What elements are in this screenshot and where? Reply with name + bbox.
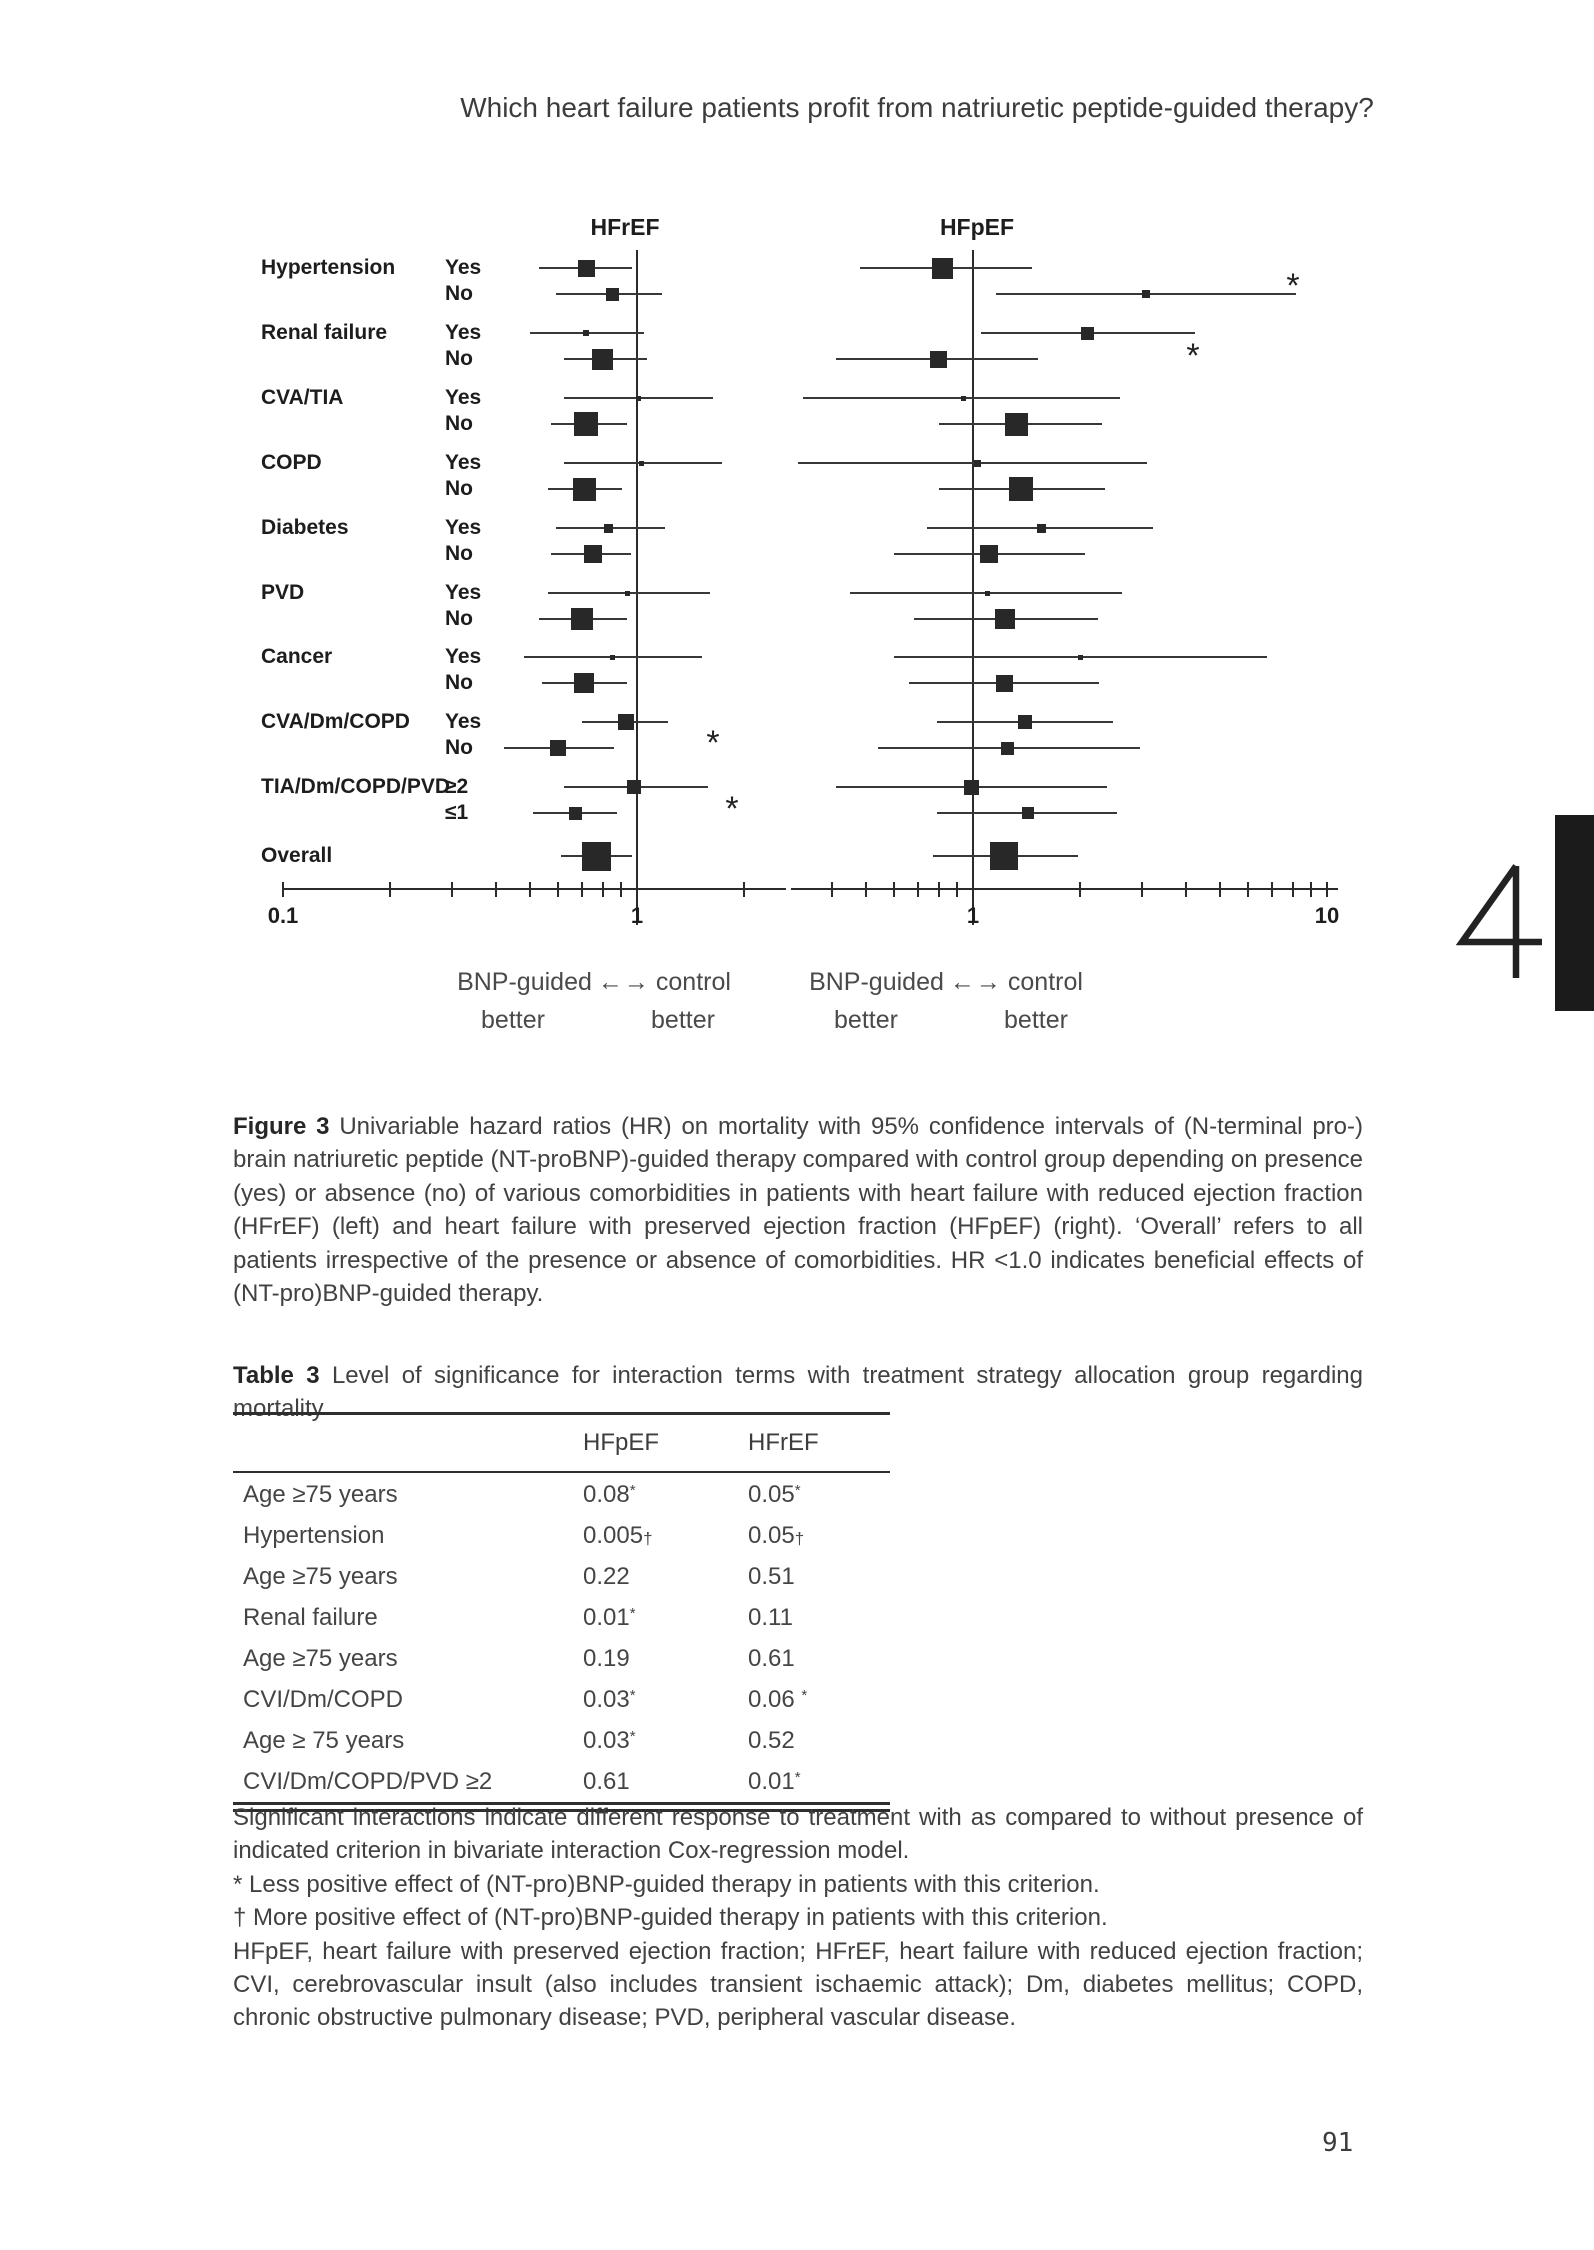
- significance-star: *: [1186, 337, 1200, 375]
- table-header-row: [233, 1412, 890, 1473]
- hr-marker: [996, 675, 1013, 692]
- table-cell-hfref: 0.52: [748, 1727, 795, 1754]
- left-right-arrows-icon: ←→: [597, 968, 650, 996]
- table-cell-hfpef: 0.22: [583, 1563, 630, 1590]
- hr-marker: [574, 673, 594, 693]
- row-label-cva-dm-copd: CVA/Dm/COPD: [261, 710, 410, 733]
- row-label-renal-failure: Renal failure: [261, 321, 388, 344]
- table-cell-hfref: 0.06 *: [748, 1686, 808, 1713]
- row-sublabel: ≤1: [445, 801, 469, 824]
- hr-marker: [1142, 290, 1150, 298]
- legend-bnp-guided: BNP-guided: [809, 968, 944, 996]
- row-sublabel: Yes: [445, 451, 482, 474]
- axis-tick: [1271, 882, 1273, 897]
- axis-tick: [972, 882, 974, 897]
- hr-marker: [625, 591, 630, 596]
- row-label-overall: Overall: [261, 844, 333, 867]
- table-title-text: Level of significance for interaction terms with treatment strategy allocation group regarding mortality: [233, 1362, 1363, 1423]
- hr-marker: [985, 591, 990, 596]
- table-footnotes: [233, 1801, 1363, 2035]
- axis-tick: [865, 882, 867, 897]
- legend-better-bnp: better: [834, 1006, 898, 1034]
- row-sublabel: No: [445, 671, 473, 694]
- table-row: [233, 1473, 890, 1514]
- axis-tick: [1141, 882, 1143, 897]
- hr-marker: [584, 545, 602, 563]
- panel-title-hfpef: HFpEF: [939, 214, 1015, 240]
- hr-marker: [583, 330, 589, 336]
- axis-label-unit: 1: [966, 903, 980, 928]
- axis-tick: [831, 882, 833, 897]
- axis-tick: [956, 882, 958, 897]
- hr-marker: [578, 260, 595, 277]
- table-row: [233, 1596, 890, 1637]
- hr-marker: [1078, 655, 1083, 660]
- hr-marker: [980, 545, 998, 563]
- table-col-header-hfref: HFrEF: [748, 1429, 819, 1456]
- table-cell-hfref: 0.01*: [748, 1768, 801, 1795]
- hr-marker: [574, 412, 598, 436]
- hr-marker: [1022, 807, 1034, 819]
- table-cell-hfpef: 0.19: [583, 1645, 630, 1672]
- table-row: [233, 1555, 890, 1596]
- hr-marker: [604, 524, 613, 533]
- hr-marker: [639, 461, 644, 466]
- legend-better-bnp: better: [481, 1006, 545, 1034]
- hr-marker: [974, 460, 981, 467]
- row-sublabel: No: [445, 347, 473, 370]
- row-sublabel: Yes: [445, 386, 482, 409]
- table-cell-hfref: 0.05†: [748, 1522, 805, 1549]
- chapter-number: [1452, 862, 1548, 987]
- table-cell-hfref: 0.11: [748, 1604, 793, 1631]
- axis-tick: [495, 882, 497, 897]
- table-cell-hfpef: 0.61: [583, 1768, 630, 1795]
- axis-tick: [557, 882, 559, 897]
- significance-star: *: [1286, 267, 1300, 305]
- footnote-asterisk: * Less positive effect of (NT-pro)BNP-guided therapy in patients with this criterion.: [233, 1870, 1100, 1898]
- axis-tick: [1310, 882, 1312, 897]
- row-sublabel: Yes: [445, 710, 482, 733]
- asterisk-mark: *: [794, 1769, 801, 1786]
- row-sublabel: Yes: [445, 516, 482, 539]
- hr-marker: [618, 714, 634, 730]
- row-sublabel: No: [445, 607, 473, 630]
- hr-marker: [964, 780, 979, 795]
- axis-tick: [282, 882, 284, 897]
- dagger-mark: †: [643, 1529, 653, 1548]
- ci-line: [798, 462, 1147, 464]
- legend-better-control: better: [651, 1006, 715, 1034]
- row-label-pvd: PVD: [261, 581, 305, 604]
- asterisk-mark: *: [629, 1687, 636, 1704]
- hr-marker: [610, 655, 615, 660]
- dagger-mark: †: [794, 1529, 805, 1548]
- hr-marker: [627, 780, 641, 794]
- table-cell-hfpef: 0.01*: [583, 1604, 636, 1631]
- axis-label-min_left: 0.1: [267, 903, 299, 928]
- hr-marker: [1081, 327, 1094, 340]
- legend-hfpef: [809, 968, 1083, 997]
- hr-marker: [1018, 715, 1032, 729]
- footnote-significance: Significant interactions indicate different response to treatment with as compared to without presence of indicated criterion in bivariate interaction Cox-regression model.: [233, 1804, 1363, 1865]
- table-row: [233, 1760, 890, 1801]
- asterisk-mark: *: [629, 1482, 636, 1499]
- table-cell-hfpef: 0.03*: [583, 1686, 636, 1713]
- table-cell-criterion: Hypertension: [243, 1522, 385, 1549]
- row-sublabel: ≥2: [445, 775, 469, 798]
- x-axis-hfref: [283, 888, 786, 890]
- table-cell-criterion: CVI/Dm/COPD/PVD ≥2: [243, 1768, 493, 1795]
- hr-marker: [582, 842, 611, 871]
- axis-tick: [581, 882, 583, 897]
- hr-marker: [990, 842, 1018, 870]
- running-header: Which heart failure patients profit from natriuretic peptide-guided therapy?: [460, 92, 1374, 123]
- axis-tick: [1219, 882, 1221, 897]
- hr-marker: [571, 608, 593, 630]
- panel-title-hfref: HFrEF: [590, 214, 660, 240]
- table-row: [233, 1637, 890, 1678]
- significance-star: *: [725, 790, 739, 828]
- asterisk-mark: *: [629, 1728, 636, 1745]
- axis-label-unit: 1: [630, 903, 644, 928]
- table-cell-hfref: 0.51: [748, 1563, 795, 1590]
- axis-label-max_right: 10: [1314, 903, 1340, 928]
- table-cell-hfref: 0.61: [748, 1645, 795, 1672]
- axis-tick: [636, 882, 638, 897]
- hr-marker: [592, 349, 613, 370]
- figure-caption-text: Univariable hazard ratios (HR) on mortality with 95% confidence intervals of (N-terminal pro-) brain natriuretic peptide (NT-proBNP)-guided therapy compared with control group depending on presence (yes) or absence (no) of various comorbidities in patients with heart failure with reduced ejection fraction (HFrEF) (left) and heart failure with preserved ejection fraction (HFpEF) (right). ‘Overall’ refers to all patients irrespective of the presence or absence of comorbidities. HR <1.0 indicates beneficial effects of (NT-pro)BNP-guided therapy.: [233, 1113, 1363, 1308]
- chapter-number-glyph: [1452, 862, 1548, 982]
- row-label-cancer: Cancer: [261, 645, 333, 668]
- table-cell-criterion: CVI/Dm/COPD: [243, 1686, 404, 1713]
- hr-marker: [930, 351, 947, 368]
- table-row: [233, 1514, 890, 1555]
- asterisk-mark: *: [629, 1605, 636, 1622]
- hr-marker: [1005, 413, 1028, 436]
- axis-tick: [938, 882, 940, 897]
- row-sublabel: Yes: [445, 321, 482, 344]
- legend-bnp-guided: BNP-guided: [457, 968, 592, 996]
- axis-tick: [602, 882, 604, 897]
- table-cell-criterion: Age ≥75 years: [243, 1481, 398, 1508]
- legend-hfref: [457, 968, 731, 997]
- row-sublabel: No: [445, 736, 473, 759]
- table-body: [233, 1473, 890, 1801]
- row-label-diabetes: Diabetes: [261, 516, 349, 539]
- hr-marker: [1001, 742, 1014, 755]
- axis-tick: [1247, 882, 1249, 897]
- row-sublabel: Yes: [445, 256, 482, 279]
- axis-tick: [893, 882, 895, 897]
- footnote-abbreviations: HFpEF, heart failure with preserved ejection fraction; HFrEF, heart failure with reduced ejection fraction; CVI, cerebrovascular insult (also includes transient ischaemic attack); Dm, diabetes mellitus; COPD, chronic obstructive pulmonary disease; PVD, peripheral vascular disease.: [233, 1937, 1363, 2032]
- axis-tick: [1079, 882, 1081, 897]
- table-cell-criterion: Age ≥75 years: [243, 1563, 398, 1590]
- row-sublabel: No: [445, 282, 473, 305]
- row-label-tia-dm-copd-pvd: TIA/Dm/COPD/PVD: [261, 775, 451, 798]
- hr-marker: [573, 478, 596, 501]
- legend-control: control: [1007, 968, 1083, 996]
- hr-marker: [606, 288, 619, 301]
- row-sublabel: No: [445, 412, 473, 435]
- left-right-arrows-icon: ←→: [949, 968, 1002, 996]
- table-cell-hfpef: 0.005†: [583, 1522, 653, 1549]
- axis-tick: [620, 882, 622, 897]
- asterisk-mark: *: [794, 1482, 801, 1499]
- hr-marker: [550, 740, 566, 756]
- row-sublabel: Yes: [445, 645, 482, 668]
- table-cell-criterion: Renal failure: [243, 1604, 378, 1631]
- hr-marker: [995, 609, 1015, 629]
- reference-line-hfpef: [972, 250, 974, 925]
- row-label-cva-tia: CVA/TIA: [261, 386, 344, 409]
- table-cell-criterion: Age ≥75 years: [243, 1645, 398, 1672]
- table-col-header-hfpef: HFpEF: [583, 1429, 660, 1456]
- axis-tick: [451, 882, 453, 897]
- table-title-label: Table 3: [233, 1362, 320, 1389]
- table-row: [233, 1719, 890, 1760]
- table-row: [233, 1678, 890, 1719]
- significance-star: *: [706, 724, 720, 762]
- axis-tick: [389, 882, 391, 897]
- row-sublabel: No: [445, 542, 473, 565]
- reference-line-hfref: [636, 250, 638, 925]
- axis-tick: [1185, 882, 1187, 897]
- page-number: 91: [1322, 2128, 1354, 2158]
- row-sublabel: Yes: [445, 581, 482, 604]
- legend-control: control: [655, 968, 731, 996]
- hr-marker: [636, 396, 641, 401]
- hr-marker: [961, 396, 966, 401]
- hr-marker: [1037, 524, 1046, 533]
- significance-table: [233, 1412, 890, 1812]
- axis-tick: [917, 882, 919, 897]
- axis-tick: [1326, 882, 1328, 897]
- forest-plot: [0, 0, 1594, 1080]
- figure-caption-label: Figure 3: [233, 1113, 330, 1140]
- hr-marker: [1009, 477, 1033, 501]
- chapter-tab-bar: [1555, 815, 1594, 1011]
- asterisk-mark: *: [801, 1687, 808, 1704]
- x-axis-hfpef: [791, 888, 1338, 890]
- axis-tick: [743, 882, 745, 897]
- axis-tick: [529, 882, 531, 897]
- table-cell-hfref: 0.05*: [748, 1481, 801, 1508]
- hr-marker: [569, 807, 582, 820]
- row-sublabel: No: [445, 477, 473, 500]
- figure-caption: [233, 1110, 1363, 1310]
- legend-better-control: better: [1004, 1006, 1068, 1034]
- table-cell-hfpef: 0.08*: [583, 1481, 636, 1508]
- footnote-dagger: † More positive effect of (NT-pro)BNP-guided therapy in patients with this criterion.: [233, 1904, 1108, 1932]
- axis-tick: [1292, 882, 1294, 897]
- hr-marker: [932, 258, 953, 279]
- row-label-copd: COPD: [261, 451, 322, 474]
- table-cell-criterion: Age ≥ 75 years: [243, 1727, 405, 1754]
- table-cell-hfpef: 0.03*: [583, 1727, 636, 1754]
- row-label-hypertension: Hypertension: [261, 256, 396, 279]
